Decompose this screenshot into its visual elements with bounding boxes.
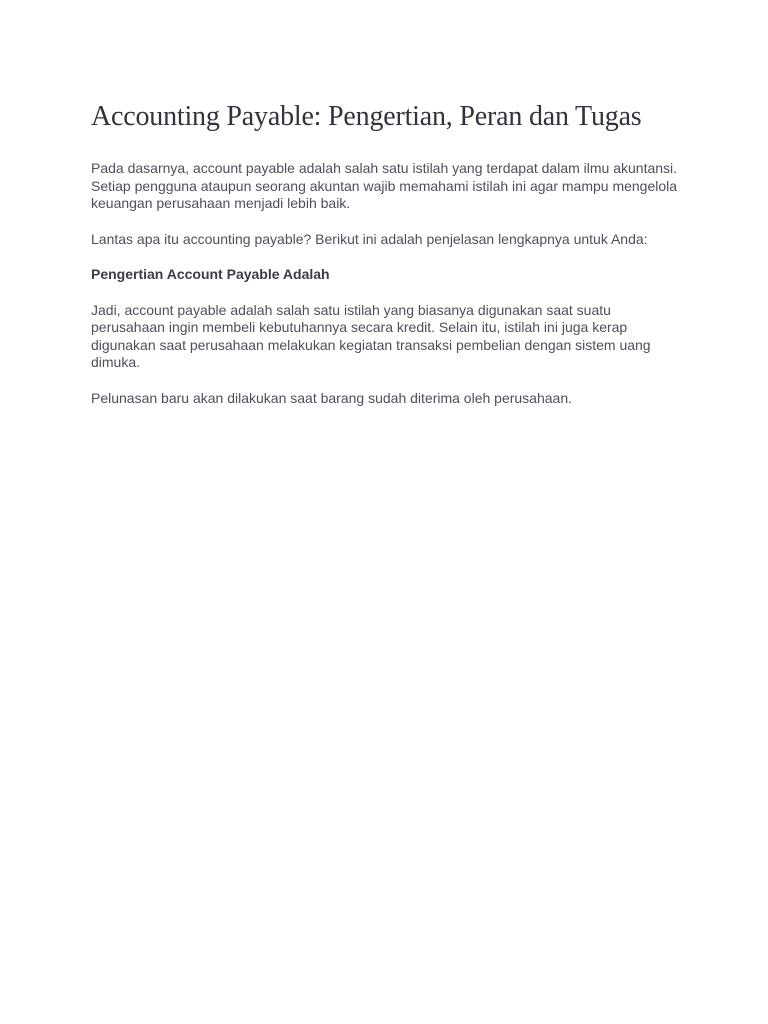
definition-paragraph: Jadi, account payable adalah salah satu istilah yang biasanya digunakan saat suatu perusahaan ingin membeli kebutuhannya secara kredit. Selain itu, istilah ini juga kerap digunakan saat perusahaan melakukan kegiatan transaksi pembelian dengan sistem uang dimuka. — [91, 301, 651, 370]
settlement-paragraph: Pelunasan baru akan dilakukan saat barang sudah diterima oleh perusahaan. — [91, 389, 573, 406]
intro-paragraph: Pada dasarnya, account payable adalah salah satu istilah yang terdapat dalam ilmu akuntansi. Setiap pengguna ataupun seorang akuntan wajib memahami istilah ini agar mampu mengelola keuangan perusahaan menjadi lebih baik. — [91, 160, 678, 211]
document-page — [91, 97, 681, 425]
section-heading: Pengertian Account Payable Adalah — [91, 266, 330, 282]
document-title: Accounting Payable: Pengertian, Peran dan Tugas — [91, 101, 642, 132]
question-paragraph: Lantas apa itu accounting payable? Berikut ini adalah penjelasan lengkapnya untuk Anda: — [91, 230, 648, 247]
